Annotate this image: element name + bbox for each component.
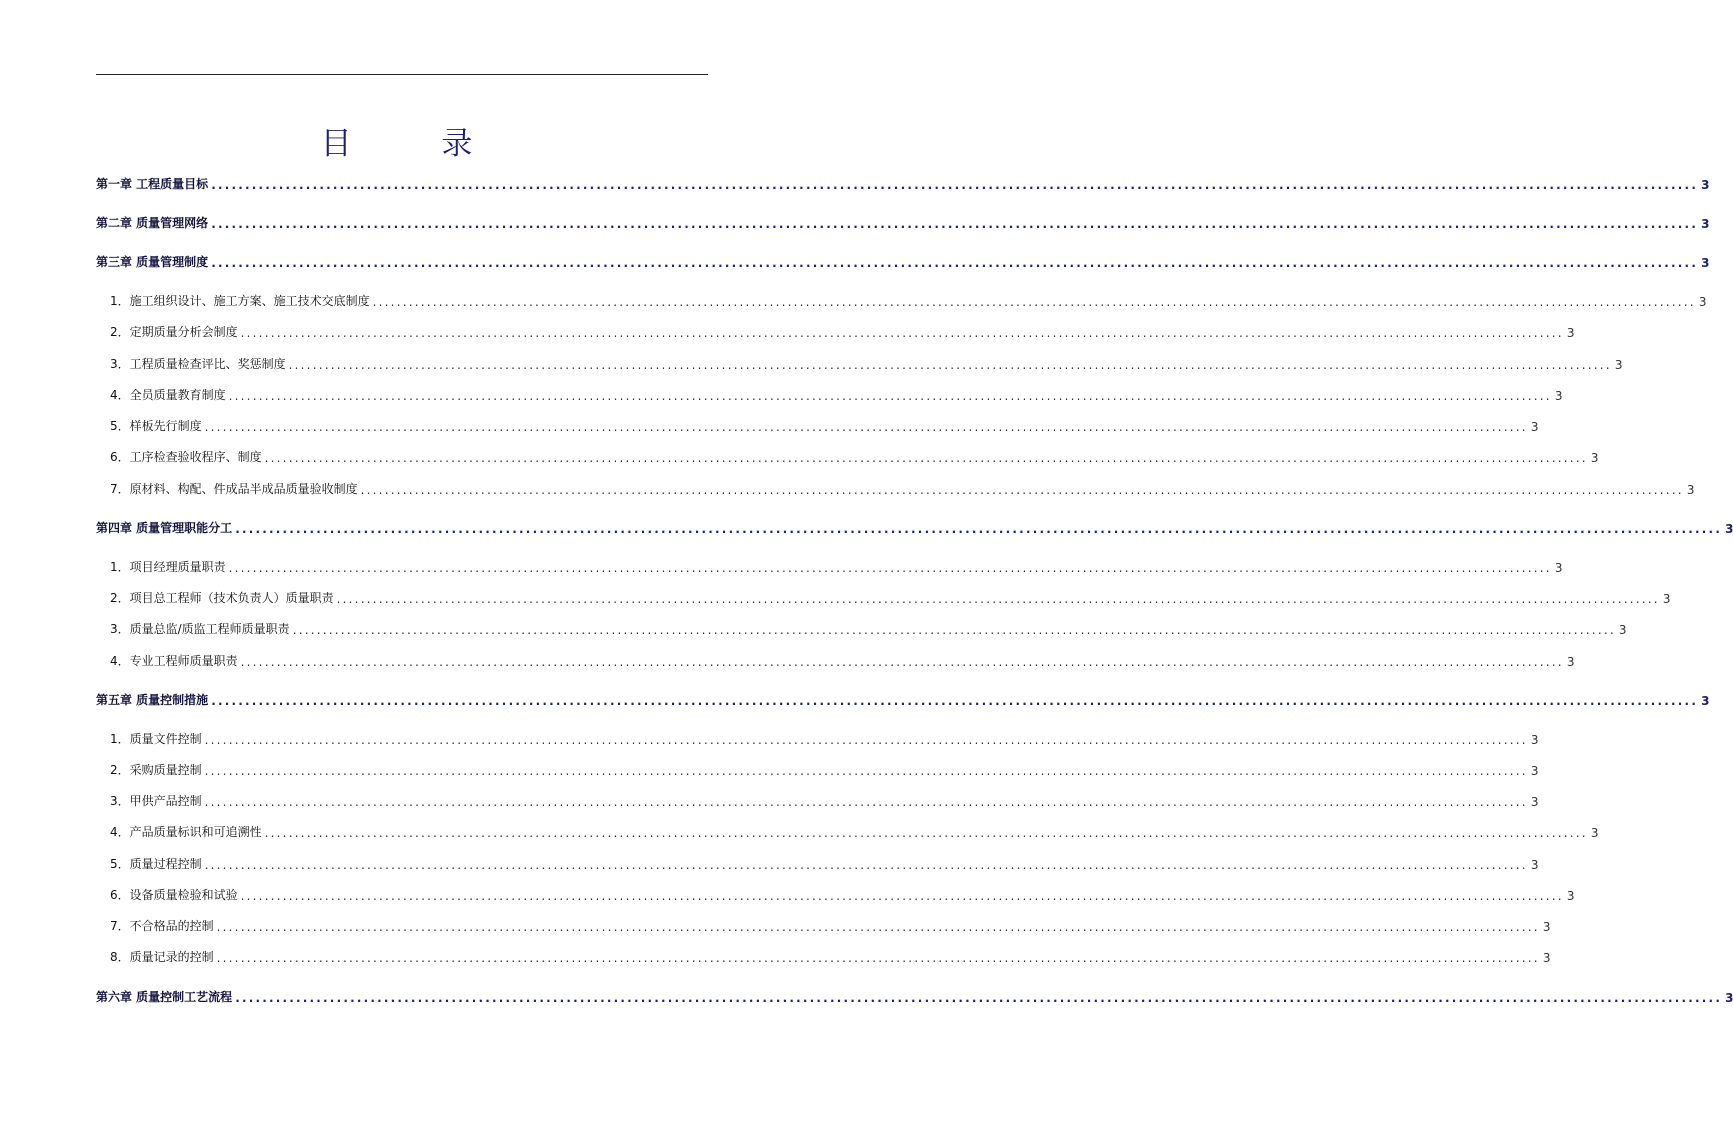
toc-page-number: 3 [1554,389,1563,403]
toc-chapter-entry[interactable] [96,250,1710,270]
toc-section-entry[interactable] [110,914,1551,934]
toc-entry-label: 第六章 质量控制工艺流程 [96,990,233,1004]
toc-page-number: 3 [1590,451,1599,465]
header-rule [96,74,708,75]
toc-entry-label: 2．采购质量控制 [110,763,202,777]
toc-leader-dots: ............................................................................................................................................................................................................................ [288,358,1612,372]
toc-entry-label: 7．原材料、构配、件成品半成品质量验收制度 [110,482,358,496]
toc-section-entry[interactable] [110,477,1695,497]
toc-page-number: 3 [1614,358,1623,372]
toc-entry-label: 第四章 质量管理职能分工 [96,521,233,535]
toc-entry-label: 7．不合格品的控制 [110,919,214,933]
toc-leader-dots: ............................................................................................................................................................................................................................ [211,694,1699,708]
toc-section-entry[interactable] [110,945,1551,965]
toc-chapter-entry[interactable] [96,516,1733,536]
toc-leader-dots: ............................................................................................................................................................................................................................ [235,522,1723,536]
toc-section-entry[interactable] [110,414,1539,434]
toc-entry-label: 4．产品质量标识和可追溯性 [110,825,262,839]
toc-entry-label: 第一章 工程质量目标 [96,177,209,191]
toc-section-entry[interactable] [110,852,1539,872]
toc-leader-dots: ............................................................................................................................................................................................................................ [204,858,1528,872]
toc-leader-dots: ............................................................................................................................................................................................................................ [204,420,1528,434]
toc-entry-label: 2．项目总工程师（技术负责人）质量职责 [110,591,334,605]
toc-chapter-entry[interactable] [96,688,1710,708]
toc-leader-dots: ............................................................................................................................................................................................................................ [204,795,1528,809]
toc-entry-label: 第二章 质量管理网络 [96,216,209,230]
toc-chapter-entry[interactable] [96,211,1710,231]
toc-leader-dots: ............................................................................................................................................................................................................................ [264,451,1588,465]
toc-chapter-entry[interactable] [96,985,1733,1005]
toc-page-number: 3 [1725,991,1733,1005]
toc-leader-dots: ............................................................................................................................................................................................................................ [204,764,1528,778]
toc-entry-label: 1．项目经理质量职责 [110,560,226,574]
toc-section-entry[interactable] [110,820,1599,840]
toc-entry-label: 1．质量文件控制 [110,732,202,746]
toc-section-entry[interactable] [110,320,1575,340]
toc-page-number: 3 [1698,295,1707,309]
toc-entry-label: 5．样板先行制度 [110,419,202,433]
toc-leader-dots: ............................................................................................................................................................................................................................ [336,592,1660,606]
toc-entry-label: 4．全员质量教育制度 [110,388,226,402]
toc-page-number: 3 [1542,951,1551,965]
toc-leader-dots: ............................................................................................................................................................................................................................ [235,991,1723,1005]
toc-page-number: 3 [1725,522,1733,536]
page-title: 目 录 [320,126,513,162]
toc-leader-dots: ............................................................................................................................................................................................................................ [372,295,1696,309]
toc-section-entry[interactable] [110,586,1671,606]
toc-entry-label: 3．甲供产品控制 [110,794,202,808]
toc-entry-label: 3．质量总监/质监工程师质量职责 [110,622,290,636]
toc-page-number: 3 [1530,764,1539,778]
toc-page-number: 3 [1566,889,1575,903]
toc-section-entry[interactable] [110,727,1539,747]
toc-page-number: 3 [1701,217,1710,231]
toc-entry-label: 8．质量记录的控制 [110,950,214,964]
toc-page-number: 3 [1530,733,1539,747]
toc-leader-dots: ............................................................................................................................................................................................................................ [228,389,1552,403]
toc-chapter-entry[interactable] [96,172,1710,192]
toc-page-number: 3 [1554,561,1563,575]
toc-leader-dots: ............................................................................................................................................................................................................................ [211,256,1699,270]
toc-page-number: 3 [1530,858,1539,872]
toc-page-number: 3 [1566,655,1575,669]
toc-entry-label: 6．工序检查验收程序、制度 [110,450,262,464]
toc-entry-label: 3．工程质量检查评比、奖惩制度 [110,357,286,371]
toc-leader-dots: ............................................................................................................................................................................................................................ [240,326,1564,340]
toc-page-number: 3 [1590,826,1599,840]
toc-section-entry[interactable] [110,617,1627,637]
toc-page-number: 3 [1701,256,1710,270]
toc-entry-label: 6．设备质量检验和试验 [110,888,238,902]
toc-entry-label: 1．施工组织设计、施工方案、施工技术交底制度 [110,294,370,308]
toc-section-entry[interactable] [110,883,1575,903]
toc-leader-dots: ............................................................................................................................................................................................................................ [228,561,1552,575]
toc-section-entry[interactable] [110,445,1599,465]
toc-leader-dots: ............................................................................................................................................................................................................................ [216,951,1540,965]
toc-entry-label: 2．定期质量分析会制度 [110,325,238,339]
toc-section-entry[interactable] [110,649,1575,669]
toc-leader-dots: ............................................................................................................................................................................................................................ [204,733,1528,747]
toc-section-entry[interactable] [110,352,1623,372]
toc-leader-dots: ............................................................................................................................................................................................................................ [240,655,1564,669]
toc-leader-dots: ............................................................................................................................................................................................................................ [216,920,1540,934]
toc-page-number: 3 [1530,795,1539,809]
toc-leader-dots: ............................................................................................................................................................................................................................ [211,178,1699,192]
toc-page-number: 3 [1701,694,1710,708]
toc-leader-dots: ............................................................................................................................................................................................................................ [264,826,1588,840]
toc-page-number: 3 [1662,592,1671,606]
toc-section-entry[interactable] [110,758,1539,778]
toc-page-number: 3 [1701,178,1710,192]
toc-leader-dots: ............................................................................................................................................................................................................................ [240,889,1564,903]
toc-leader-dots: ............................................................................................................................................................................................................................ [211,217,1699,231]
toc-leader-dots: ............................................................................................................................................................................................................................ [360,483,1684,497]
toc-section-entry[interactable] [110,383,1563,403]
toc-page-number: 3 [1542,920,1551,934]
toc-page-number: 3 [1530,420,1539,434]
toc-page-number: 3 [1618,623,1627,637]
toc-entry-label: 5．质量过程控制 [110,857,202,871]
toc-entry-label: 4．专业工程师质量职责 [110,654,238,668]
toc-page-number: 3 [1686,483,1695,497]
toc-section-entry[interactable] [110,289,1707,309]
toc-entry-label: 第三章 质量管理制度 [96,255,209,269]
toc-leader-dots: ............................................................................................................................................................................................................................ [292,623,1616,637]
toc-page-number: 3 [1566,326,1575,340]
toc-section-entry[interactable] [110,789,1539,809]
toc-section-entry[interactable] [110,555,1563,575]
toc-entry-label: 第五章 质量控制措施 [96,693,209,707]
